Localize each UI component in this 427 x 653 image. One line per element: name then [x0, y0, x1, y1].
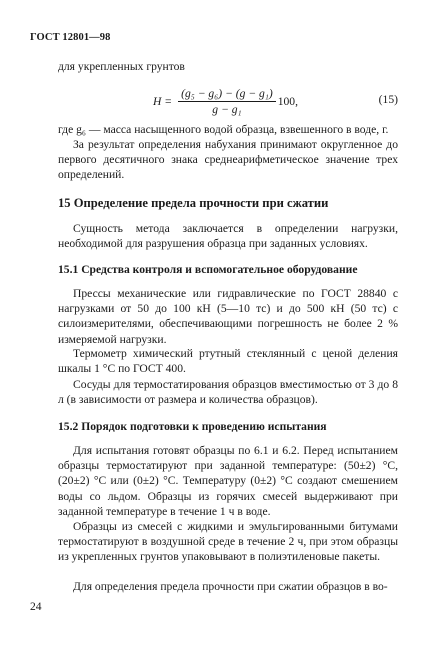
formula-fraction: [178, 87, 276, 116]
variable-definition: где g₆ — масса насыщенного водой образца, взвешенного в воде, г.: [58, 123, 389, 136]
page-number: 24: [30, 600, 42, 613]
formula-row: [58, 82, 398, 120]
formula-number: (15): [378, 93, 398, 106]
document-code-header: ГОСТ 12801—98: [30, 32, 111, 43]
swelling-formula: [153, 82, 298, 120]
section-15-2-heading: 15.2 Порядок подготовки к проведению испытания: [58, 420, 327, 433]
result-paragraph: За результат определения набухания принимают округленное до первого десятичного знака среднеарифметическое значение трех определений.: [58, 138, 398, 182]
section-15-2-p3: Для определения предела прочности при сжатии образцов в во-: [73, 580, 388, 593]
section-15-1-vessels: Сосуды для термостатирования образцов вместимостью от 3 до 8 л (в зависимости от размера и количества образцов).: [58, 378, 398, 407]
section-15-1-heading: 15.1 Средства контроля и вспомогательное оборудование: [58, 263, 358, 276]
intro-line: для укрепленных грунтов: [58, 60, 185, 73]
formula-numerator: (g₅ − g₆) − (g − g₁): [178, 87, 276, 102]
section-15-heading: 15 Определение предела прочности при сжатии: [58, 196, 329, 210]
section-15-1-thermometer: Термометр химический ртутный стеклянный с ценой деления шкалы 1 °С по ГОСТ 400.: [58, 347, 398, 376]
section-15-text: Сущность метода заключается в определении нагрузки, необходимой для разрушения образца при заданных условиях.: [58, 222, 398, 251]
section-15-1-presses: Прессы механические или гидравлические по ГОСТ 28840 с нагрузками от 50 до 100 кН (5—10 тс) и до 500 кН (50 тс) с силоизмерителями, обеспечивающими погрешность не более 2 % измеряемой нагрузки.: [58, 287, 398, 346]
section-15-2-p2: Образцы из смесей с жидкими и эмульгированными битумами термостатируют в воздушной среде в течение 2 ч, при этом образцы из укрепленных грунтов упаковывают в полиэтиленовые пакеты.: [58, 520, 398, 564]
formula-multiplier: 100,: [277, 94, 298, 108]
formula-denominator: g − g₁: [212, 102, 242, 116]
formula-lhs: H =: [153, 94, 173, 108]
section-15-2-p1: Для испытания готовят образцы по 6.1 и 6.2. Перед испытанием образцы термостатируют при заданной температуре: (50±2) °С, (20±2) °С или (0±2) °С. Температуру (0±2) °С создают смешением воды со льдом. Образцы из горячих смесей выдерживают при заданной температуре в течение 1 ч в воде.: [58, 444, 398, 518]
